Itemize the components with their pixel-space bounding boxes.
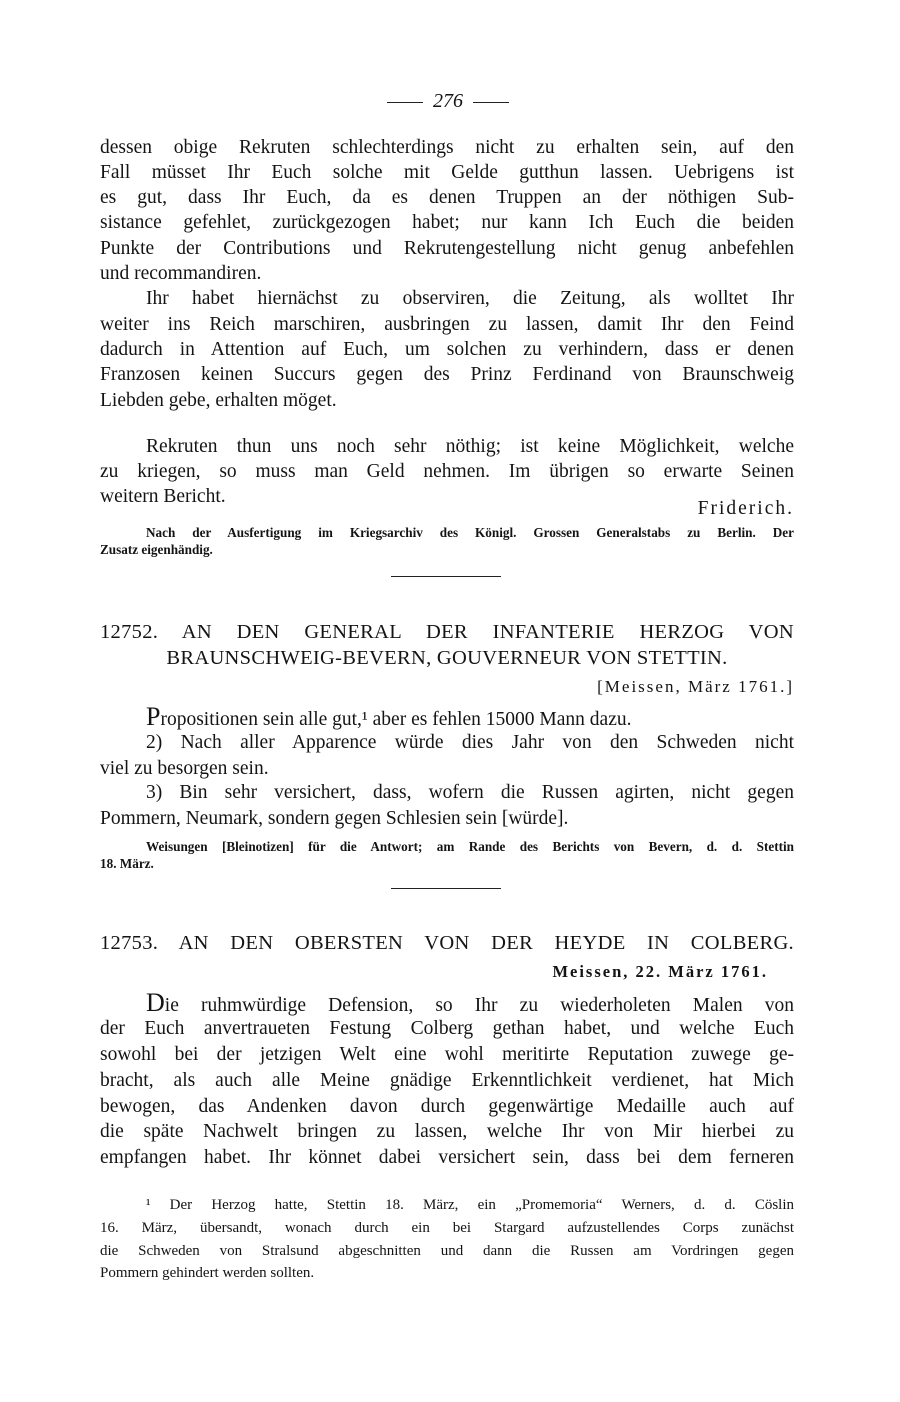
- para3-line: zu kriegen, so muss man Geld nehmen. Im übrigen so erwarte Seinen: [100, 461, 794, 482]
- page-number: [367, 89, 529, 113]
- letter-body-line: der Euch anvertraueten Festung Colberg gethan habet, und welche Euch: [100, 1018, 794, 1039]
- source-note-line: Nach der Ausfertigung im Kriegsarchiv des Königl. Grossen Generalstabs zu Berlin. Der: [146, 525, 794, 540]
- para1-line: es gut, dass Ihr Euch, da es denen Truppen an der nöthigen Sub-: [100, 187, 794, 208]
- dateline: Meissen, 22. März 1761.: [552, 962, 768, 981]
- para2-line: Ihr habet hiernächst zu observiren, die Zeitung, als wolltet Ihr: [146, 288, 794, 309]
- page-number-dash-right: [473, 102, 509, 103]
- para1-line: Fall müsset Ihr Euch solche mit Gelde gutthun lassen. Uebrigens ist: [100, 162, 794, 183]
- letter-body-line: sowohl bei der jetzigen Welt eine wohl meritirte Reputation zuwege ge-: [100, 1044, 794, 1065]
- para1-line: sistance gefehlet, zurückgezogen habet; nur kann Ich Euch die beiden: [100, 212, 794, 233]
- para2-line: weiter ins Reich marschiren, ausbringen zu lassen, damit Ihr den Feind: [100, 314, 794, 335]
- footnote-line: ¹ Der Herzog hatte, Stettin 18. März, ein „Promemoria“ Werners, d. d. Cöslin: [146, 1197, 794, 1213]
- para3-line: weitern Bericht.: [100, 486, 226, 507]
- letter-body-line: bracht, als auch alle Meine gnädige Erkenntlichkeit verdienet, hat Mich: [100, 1070, 794, 1091]
- para1-line: Punkte der Contributions und Rekrutengestellung nicht genug anbefehlen: [100, 238, 794, 259]
- letter-body-line: Pommern, Neumark, sondern gegen Schlesien sein [würde].: [100, 808, 569, 829]
- para1-line: und recommandiren.: [100, 263, 262, 284]
- footnote-line: 16. März, übersandt, wonach durch ein bei Stargard aufzustellendes Corps zunächst: [100, 1220, 794, 1236]
- section-divider: [391, 888, 501, 889]
- page-number-dash-left: [387, 102, 423, 103]
- signature: Friderich.: [697, 498, 794, 519]
- letter-body-line: Die ruhmwürdige Defension, so Ihr zu wiederholeten Malen von: [146, 988, 794, 1017]
- footnote-line: Pommern gehindert werden sollten.: [100, 1265, 315, 1281]
- letter-heading: 12752. AN DEN GENERAL DER INFANTERIE HERZOG VON: [100, 621, 794, 643]
- letter-body-line: die späte Nachwelt bringen zu lassen, welche Ihr von Mir hierbei zu: [100, 1121, 794, 1142]
- source-note-line: Zusatz eigenhändig.: [100, 542, 213, 557]
- letter-body-line: 2) Nach aller Apparence würde dies Jahr von den Schweden nicht: [146, 732, 794, 753]
- letter-body-line: empfangen habet. Ihr könnet dabei versichert sein, dass bei dem ferneren: [100, 1147, 794, 1168]
- source-note-line: Weisungen [Bleinotizen] für die Antwort; am Rande des Berichts von Bevern, d. d. Stettin: [146, 839, 794, 854]
- dateline: [Meissen, März 1761.]: [597, 677, 794, 696]
- para2-line: Liebden gebe, erhalten möget.: [100, 390, 337, 411]
- para2-line: dadurch in Attention auf Euch, um solchen zu verhindern, dass er denen: [100, 339, 794, 360]
- para2-line: Franzosen keinen Succurs gegen des Prinz Ferdinand von Braunschweig: [100, 364, 794, 385]
- letter-body-line: Propositionen sein alle gut,¹ aber es fehlen 15000 Mann dazu.: [146, 702, 632, 731]
- source-note-line: 18. März.: [100, 856, 154, 871]
- letter-heading: 12753. AN DEN OBERSTEN VON DER HEYDE IN COLBERG.: [100, 932, 794, 954]
- letter-heading: BRAUNSCHWEIG-BEVERN, GOUVERNEUR VON STETTIN.: [166, 647, 728, 669]
- letter-body-line: 3) Bin sehr versichert, dass, wofern die Russen agirten, nicht gegen: [146, 782, 794, 803]
- para3-line: Rekruten thun uns noch sehr nöthig; ist keine Möglichkeit, welche: [146, 436, 794, 457]
- letter-body-line: bewogen, das Andenken davon durch gegenwärtige Medaille auch auf: [100, 1096, 794, 1117]
- section-divider: [391, 576, 501, 577]
- page-number-text: 276: [433, 90, 463, 112]
- letter-body-line: viel zu besorgen sein.: [100, 758, 269, 779]
- para1-line: dessen obige Rekruten schlechterdings nicht zu erhalten sein, auf den: [100, 137, 794, 158]
- footnote-line: die Schweden von Stralsund abgeschnitten und dann die Russen am Vordringen gegen: [100, 1243, 794, 1259]
